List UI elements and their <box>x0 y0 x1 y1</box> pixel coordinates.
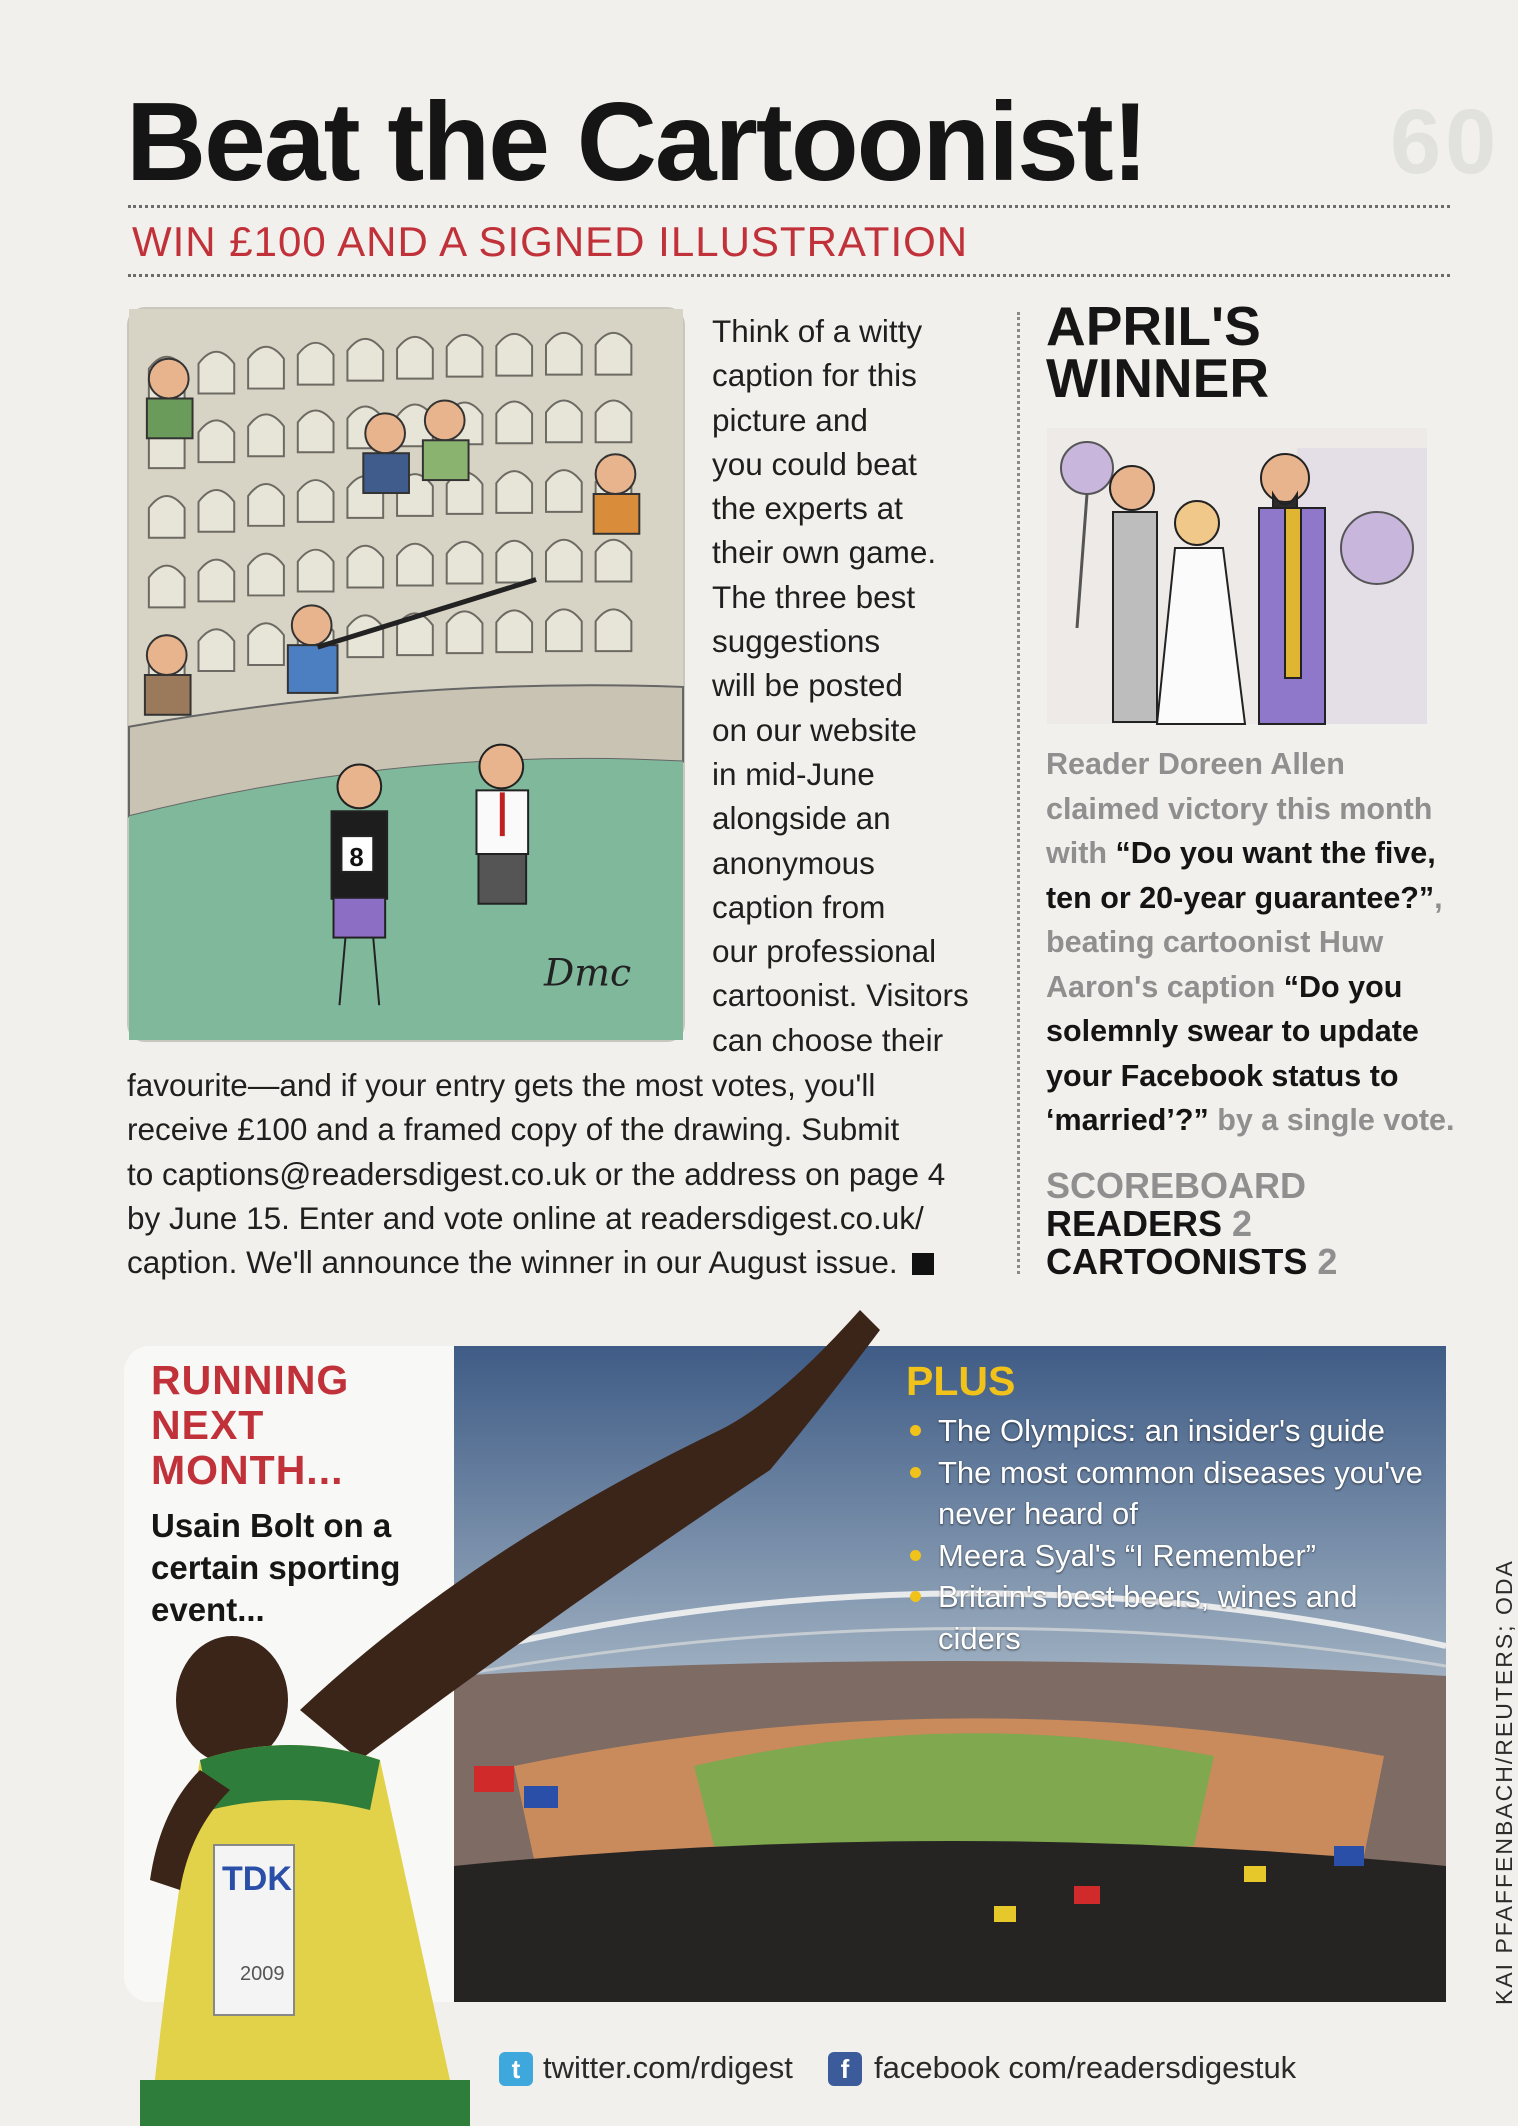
winning-cartoon <box>1047 428 1427 724</box>
winner-announcement <box>1046 742 1466 1143</box>
winner-line: beating cartoonist Huw <box>1046 925 1384 959</box>
plus-item: The most common diseases you've never heard of <box>906 1452 1446 1535</box>
intro-line: to captions@readersdigest.co.uk or the address on page 4 <box>127 1155 946 1192</box>
photo-credit: KAI PFAFFENBACH/REUTERS; ODA <box>1491 1559 1517 2005</box>
intro-line: you could beat <box>712 445 917 482</box>
winner-line: ten or 20-year guarantee?”, <box>1046 880 1443 915</box>
intro-line: favourite—and if your entry gets the most votes, you'll <box>127 1067 876 1103</box>
winner-line: ‘married’?” by a single vote. <box>1046 1103 1455 1137</box>
intro-line: will be posted <box>712 667 903 704</box>
intro-line: can choose their <box>712 1021 944 1058</box>
usain-bolt-photo <box>0 1290 920 2126</box>
bolt-bib-sponsor: TDK <box>222 1860 292 1898</box>
running-next-month-heading: RUNNING NEXT MONTH... <box>151 1357 350 1493</box>
plus-list <box>906 1410 1446 1659</box>
plus-item: Britain's best beers, wines and ciders <box>906 1576 1446 1659</box>
winner-line: claimed victory this month <box>1046 791 1433 826</box>
intro-line: by June 15. Enter and vote online at readersdigest.co.uk/ <box>127 1199 924 1236</box>
intro-line: caption. We'll announce the winner in our August issue. <box>127 1240 1007 1284</box>
winner-line: your Facebook status to <box>1046 1058 1399 1093</box>
intro-line: receive £100 and a framed copy of the drawing. Submit <box>127 1111 900 1148</box>
cartoon-signature: Dmc <box>544 950 632 995</box>
intro-line: our professional <box>712 933 937 970</box>
intro-line: suggestions <box>712 623 881 660</box>
intro-line: caption for this <box>712 357 917 394</box>
page-subtitle: WIN £100 AND A SIGNED ILLUSTRATION <box>132 218 969 265</box>
intro-line: picture and <box>712 401 868 438</box>
intro-full-width-text <box>127 1063 1007 1284</box>
top-dotted-rule <box>128 205 1450 208</box>
twitter-link[interactable]: twitter.com/rdigest <box>543 2050 793 2085</box>
bottom-dotted-rule <box>128 274 1450 277</box>
winner-line: with “Do you want the five, <box>1046 836 1436 870</box>
plus-heading: PLUS <box>906 1358 1016 1404</box>
facebook-icon: f <box>828 2052 862 2086</box>
scoreboard-cartoonists: CARTOONISTS 2 <box>1046 1241 1338 1282</box>
intro-line: anonymous <box>712 844 875 881</box>
bolt-bib-year: 2009 <box>240 1963 285 1985</box>
plus-item: Meera Syal's “I Remember” <box>906 1535 1446 1577</box>
intro-line: The three best <box>712 578 916 615</box>
intro-line: Think of a witty <box>712 313 923 349</box>
facebook-link[interactable]: facebook com/readersdigestuk <box>874 2050 1297 2085</box>
winner-line: solemnly swear to update <box>1046 1014 1419 1048</box>
intro-line: alongside an <box>712 800 891 837</box>
caption-contest-cartoon <box>127 307 685 1042</box>
intro-line: the experts at <box>712 490 903 527</box>
scoreboard-readers: READERS 2 <box>1046 1203 1253 1244</box>
winner-line: Reader Doreen Allen <box>1046 747 1345 781</box>
scoreboard-label: SCOREBOARD <box>1046 1165 1307 1206</box>
twitter-icon: t <box>499 2052 533 2086</box>
next-month-subtitle: Usain Bolt on a certain sporting event... <box>151 1507 401 1628</box>
winner-heading: APRIL'S WINNER <box>1046 295 1270 409</box>
intro-line: on our website <box>712 711 917 748</box>
end-of-article-mark <box>912 1253 934 1275</box>
intro-line: in mid-June <box>712 755 875 792</box>
winner-line: Aaron's caption “Do you <box>1046 969 1403 1004</box>
plus-item: The Olympics: an insider's guide <box>906 1410 1446 1452</box>
page-title: Beat the Cartoonist! <box>126 80 1147 204</box>
intro-column-text <box>712 309 1012 1062</box>
column-divider <box>1017 312 1020 1274</box>
intro-line: caption from <box>712 888 886 925</box>
intro-line: their own game. <box>712 534 937 571</box>
adjacent-page-ghost: 60 <box>1390 91 1501 193</box>
runner-bib-number: 8 <box>349 843 364 872</box>
intro-line: cartoonist. Visitors <box>712 977 969 1014</box>
